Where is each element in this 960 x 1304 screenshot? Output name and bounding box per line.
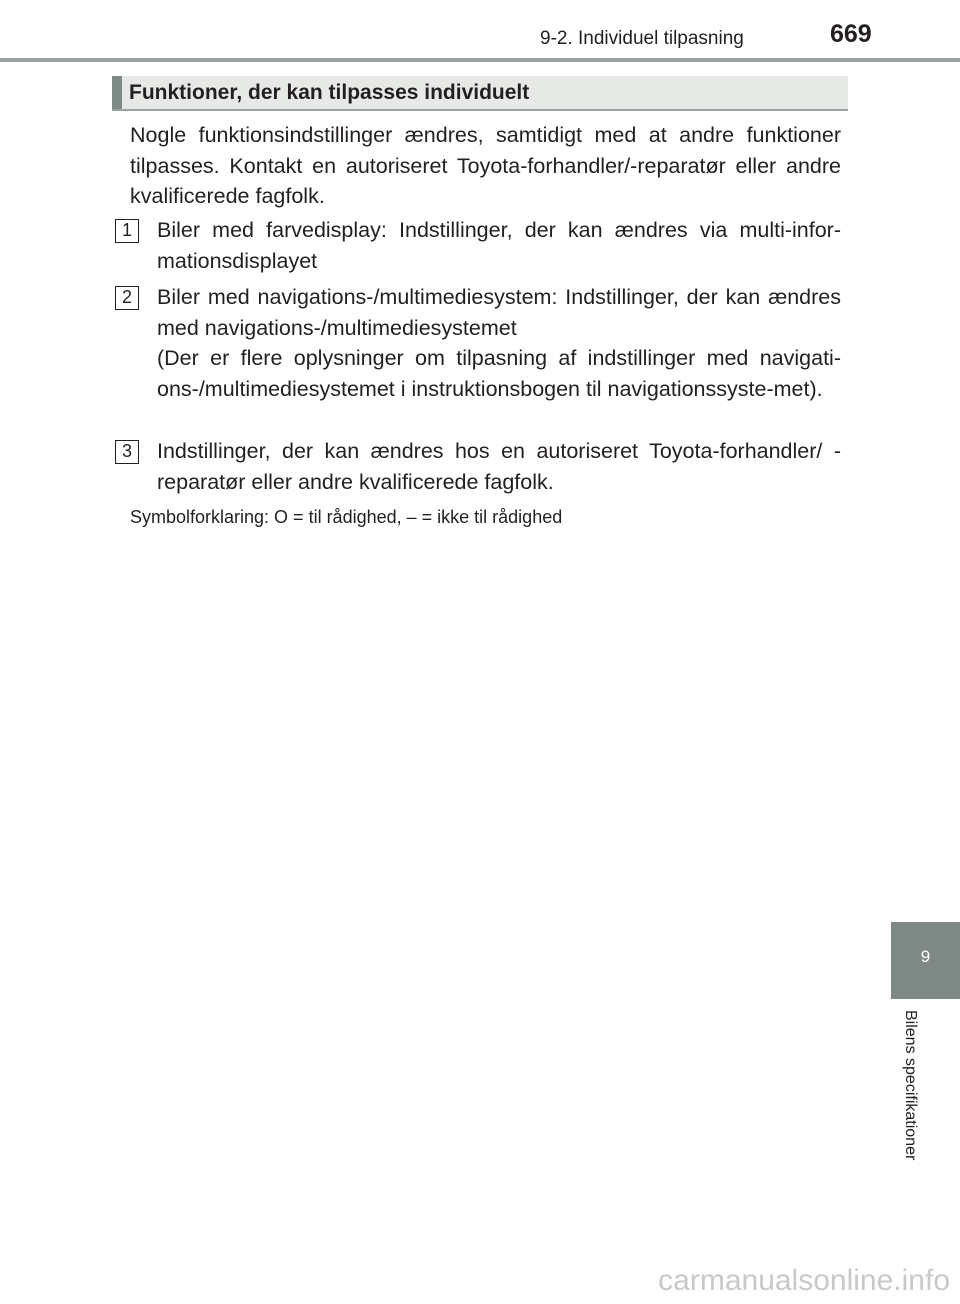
number-badge-1: 1 — [115, 219, 139, 243]
list-item-note: (Der er flere oplysninger om tilpasning af indstillinger med navigati-ons-/multimediesystemet i instruktionsbogen til navigationssyste-met). — [157, 346, 841, 401]
section-heading-bar — [112, 76, 122, 109]
watermark: carmanualsonline.info — [658, 1264, 950, 1297]
intro-paragraph: Nogle funktionsindstillinger ændres, samtidigt med at andre funktioner tilpasses. Kontakt en autoriseret Toyota-forhandler/-reparatør eller andre kvalificerede fagfolk. — [130, 123, 841, 208]
chapter-tab: 9 — [891, 922, 960, 999]
chapter-title: Bilens specifikationer — [902, 1010, 919, 1161]
page-number: 669 — [830, 20, 872, 48]
list-item-text: Indstillinger, der kan ændres hos en autoriseret Toyota-forhandler/ -reparatør eller andre kvalificerede fagfolk. — [157, 439, 841, 494]
number-badge-3: 3 — [115, 440, 139, 464]
chapter-side-label — [893, 1010, 923, 1210]
section-heading: Funktioner, der kan tilpasses individuelt — [129, 81, 530, 104]
symbol-legend-note: Symbolforklaring: O = til rådighed, – = ikke til rådighed — [130, 507, 563, 527]
number-badge-2: 2 — [115, 286, 139, 310]
section-heading-box — [112, 76, 848, 111]
header-rule — [0, 58, 960, 62]
list-item-text: Biler med navigations-/multimediesystem: Indstillinger, der kan ændres med navigations-/multimediesystemet — [157, 285, 841, 340]
running-header: 9-2. Individuel tilpasning — [540, 28, 744, 49]
list-item-text: Biler med farvedisplay: Indstillinger, der kan ændres via multi-infor-mationsdisplayet — [157, 218, 841, 273]
